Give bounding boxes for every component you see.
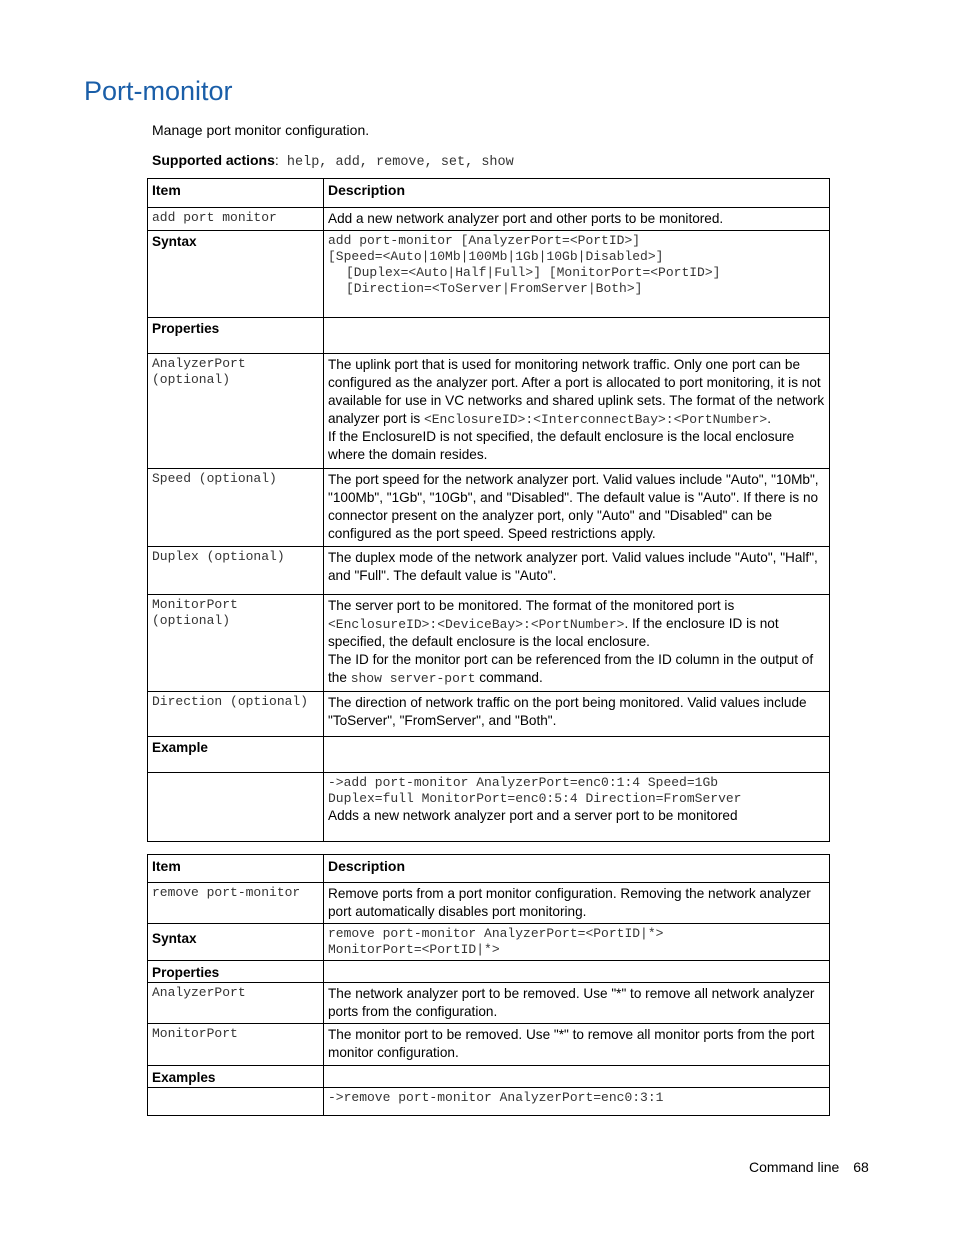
table-row	[148, 692, 830, 737]
description-text: command.	[475, 670, 543, 685]
property-description	[324, 595, 830, 692]
property-description	[324, 354, 830, 469]
table-row	[148, 1066, 830, 1088]
page-number: 68	[853, 1159, 869, 1175]
supported-actions-values: help, add, remove, set, show	[278, 155, 514, 170]
page-footer	[749, 1159, 869, 1175]
property-name: AnalyzerPort	[152, 985, 246, 1000]
page-title: Port-monitor	[84, 76, 233, 106]
syntax-line: remove port-monitor AnalyzerPort=<PortID|*>	[328, 926, 664, 941]
table-row	[148, 737, 830, 773]
property-name: MonitorPort	[152, 1026, 238, 1041]
supported-actions-colon: :	[274, 152, 279, 168]
table-row	[148, 547, 830, 595]
command-description: Remove ports from a port monitor configuration. Removing the network analyzer port automatically disables port monitoring.	[324, 883, 830, 924]
table-header-row	[148, 855, 830, 883]
command-description: Add a new network analyzer port and other ports to be monitored.	[324, 208, 830, 231]
properties-label: Properties	[148, 318, 324, 354]
table-row	[148, 354, 830, 469]
description-text: The uplink port that is used for monitoring network traffic. Only one port can be configured as the analyzer port. After a port is allocated to port monitoring, it is not available for use in VC networks and shared uplink sets. The format of the network analyzer port is	[328, 357, 825, 426]
header-item: Item	[148, 855, 324, 883]
header-description: Description	[324, 855, 830, 883]
syntax-line: add port-monitor [AnalyzerPort=<PortID>]	[328, 233, 641, 248]
table-row	[148, 961, 830, 983]
property-name: MonitorPort	[152, 597, 238, 612]
syntax-line: [Duplex=<Auto|Half|Full>] [MonitorPort=<PortID>]	[346, 265, 721, 280]
header-item: Item	[148, 179, 324, 208]
example-content	[324, 773, 830, 842]
example-description: Adds a new network analyzer port and a server port to be monitored	[328, 808, 738, 823]
property-description: The port speed for the network analyzer port. Valid values include "Auto", "10Mb", "100Mb", "1Gb", "10Gb", and "Disabled". The default value is "Auto". If there is no connector present on the analyzer port, only "Auto" and "Disabled" can be configured as the port speed. Speed restrictions apply.	[324, 469, 830, 547]
table-row	[148, 208, 830, 231]
table-header-row	[148, 179, 830, 208]
table-row	[148, 231, 830, 318]
property-description: The network analyzer port to be removed. Use "*" to remove all network analyzer ports from the configuration.	[324, 983, 830, 1024]
description-text: . If the enclosure ID is not specified, the default enclosure is the local enclosure.	[328, 616, 779, 649]
property-name: Direction (optional)	[152, 694, 309, 709]
table-row	[148, 1088, 830, 1116]
table-row	[148, 1024, 830, 1066]
table-row	[148, 318, 830, 354]
command-name: add port monitor	[152, 210, 277, 225]
format-code: <EnclosureID>:<InterconnectBay>:<PortNumber>	[423, 412, 768, 427]
examples-label: Examples	[148, 1066, 324, 1088]
property-description: The direction of network traffic on the port being monitored. Valid values include "ToServer", "FromServer", and "Both".	[324, 692, 830, 737]
example-label: Example	[148, 737, 324, 773]
footer-section: Command line	[749, 1159, 840, 1175]
description-text: .	[767, 411, 771, 426]
example-code-line: ->remove port-monitor AnalyzerPort=enc0:3:1	[328, 1090, 664, 1105]
property-name: Speed (optional)	[152, 471, 277, 486]
property-qualifier: (optional)	[152, 372, 231, 387]
syntax-line: [Speed=<Auto|10Mb|100Mb|1Gb|10Gb|Disabled>]	[328, 249, 664, 264]
properties-label: Properties	[148, 961, 324, 983]
syntax-code	[324, 924, 830, 961]
description-text: If the EnclosureID is not specified, the default enclosure is the local enclosure where the domain resides.	[328, 429, 795, 462]
example-code-line: ->add port-monitor AnalyzerPort=enc0:1:4 Speed=1Gb	[328, 775, 719, 790]
supported-actions	[152, 152, 514, 170]
property-qualifier: (optional)	[152, 613, 231, 628]
syntax-line: MonitorPort=<PortID|*>	[328, 942, 500, 957]
example-code-line: Duplex=full MonitorPort=enc0:5:4 Direction=FromServer	[328, 791, 742, 806]
description-text: The server port to be monitored. The format of the monitored port is	[328, 598, 735, 613]
remove-port-monitor-table	[147, 854, 830, 1116]
table-row	[148, 469, 830, 547]
table-row	[148, 883, 830, 924]
syntax-line: [Direction=<ToServer|FromServer|Both>]	[346, 281, 643, 296]
add-port-monitor-table	[147, 178, 830, 842]
table-row	[148, 924, 830, 961]
table-row	[148, 983, 830, 1024]
property-name: Duplex (optional)	[152, 549, 285, 564]
table-row	[148, 773, 830, 842]
description-text: The ID for the monitor port can be referenced from the ID column in the output of the	[328, 652, 814, 685]
property-name: AnalyzerPort	[152, 356, 246, 371]
table-row	[148, 595, 830, 692]
property-description: The monitor port to be removed. Use "*" to remove all monitor ports from the port monitor configuration.	[324, 1024, 830, 1066]
syntax-label: Syntax	[148, 231, 324, 318]
property-description: The duplex mode of the network analyzer port. Valid values include "Auto", "Half", and "Full". The default value is "Auto".	[324, 547, 830, 595]
supported-actions-label: Supported actions	[152, 152, 275, 168]
command-reference: show server-port	[350, 671, 476, 686]
format-code: <EnclosureID>:<DeviceBay>:<PortNumber>	[328, 617, 625, 632]
intro-text: Manage port monitor configuration.	[152, 122, 370, 138]
header-description: Description	[324, 179, 830, 208]
command-name: remove port-monitor	[152, 885, 301, 900]
syntax-label: Syntax	[148, 924, 324, 961]
syntax-code	[324, 231, 830, 318]
